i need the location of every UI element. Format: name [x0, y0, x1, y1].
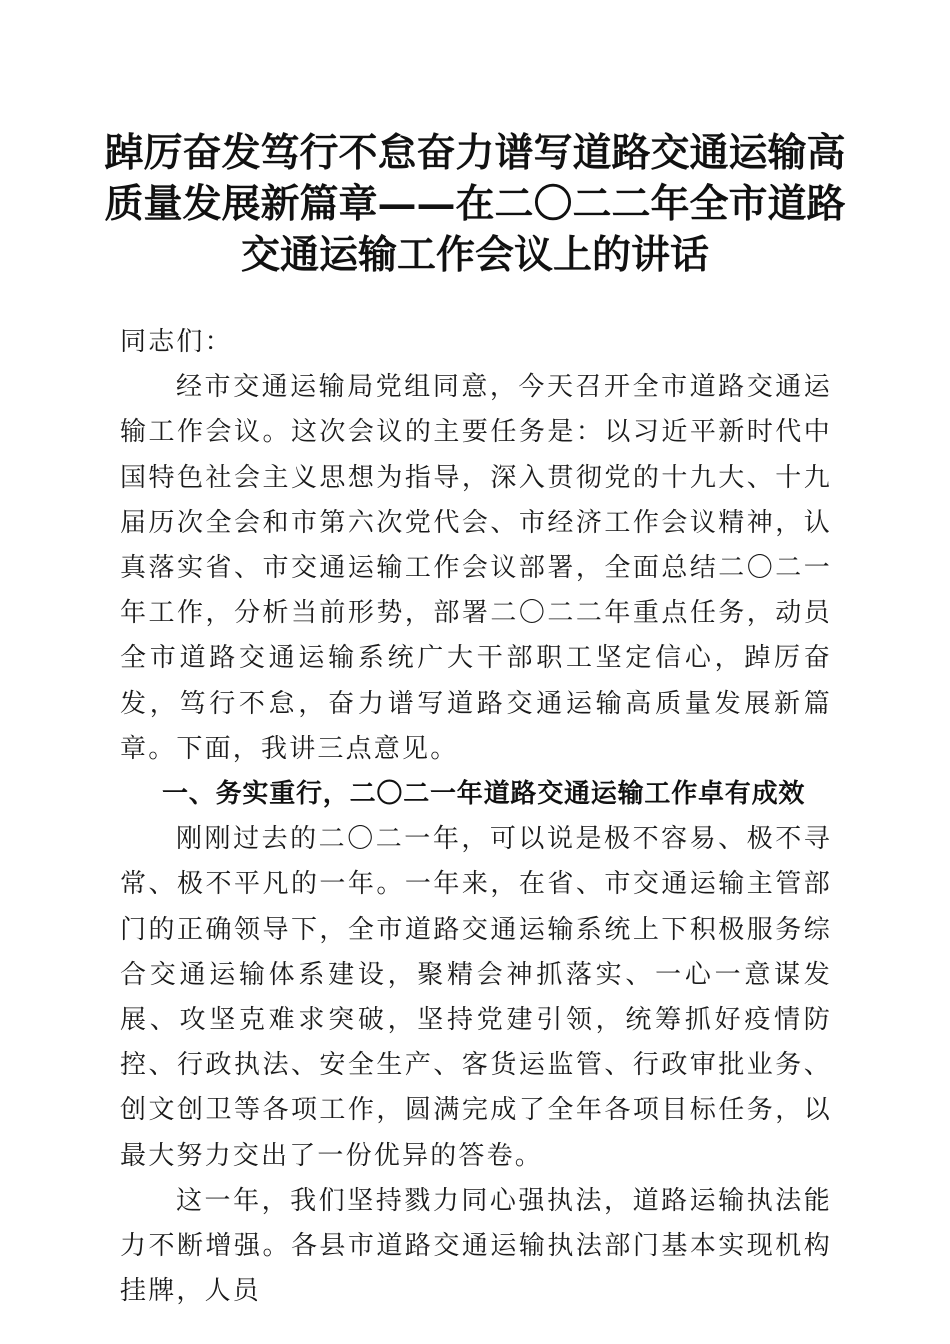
document-title: 踔厉奋发笃行不怠奋力谱写道路交通运输高质量发展新篇章——在二〇二二年全市道路交通运输工作会议上的讲话	[104, 130, 846, 278]
salutation: 同志们：	[120, 327, 233, 357]
paragraph-review: 刚刚过去的二〇二一年，可以说是极不容易、极不寻常、极不平凡的一年。一年来，在省、市交通运输主管部门的正确领导下，全市道路交通运输系统上下积极服务综合交通运输体系建设，聚精会神抓落实、一心一意谋发展、攻坚克难求突破，坚持党建引领，统筹抓好疫情防控、行政执法、安全生产、客货运监管、行政审批业务、创文创卫等各项工作，圆满完成了全年各项目标任务，以最大努力交出了一份优异的答卷。	[120, 824, 832, 1171]
paragraph-enforcement: 这一年，我们坚持戮力同心强执法，道路运输执法能力不断增强。各县市道路交通运输执法部门基本实现机构挂牌，人员	[120, 1185, 832, 1307]
section-heading: 一、务实重行，二〇二一年道路交通运输工作卓有成效	[162, 779, 806, 810]
document-body	[120, 320, 832, 1314]
paragraph-intro: 经市交通运输局党组同意，今天召开全市道路交通运输工作会议。这次会议的主要任务是：以习近平新时代中国特色社会主义思想为指导，深入贯彻党的十九大、十九届历次全会和市第六次党代会、市经济工作会议精神，认真落实省、市交通运输工作会议部署，全面总结二〇二一年工作，分析当前形势，部署二〇二二年重点任务，动员全市道路交通运输系统广大干部职工坚定信心，踔厉奋发，笃行不怠，奋力谱写道路交通运输高质量发展新篇章。下面，我讲三点意见。	[120, 372, 832, 764]
